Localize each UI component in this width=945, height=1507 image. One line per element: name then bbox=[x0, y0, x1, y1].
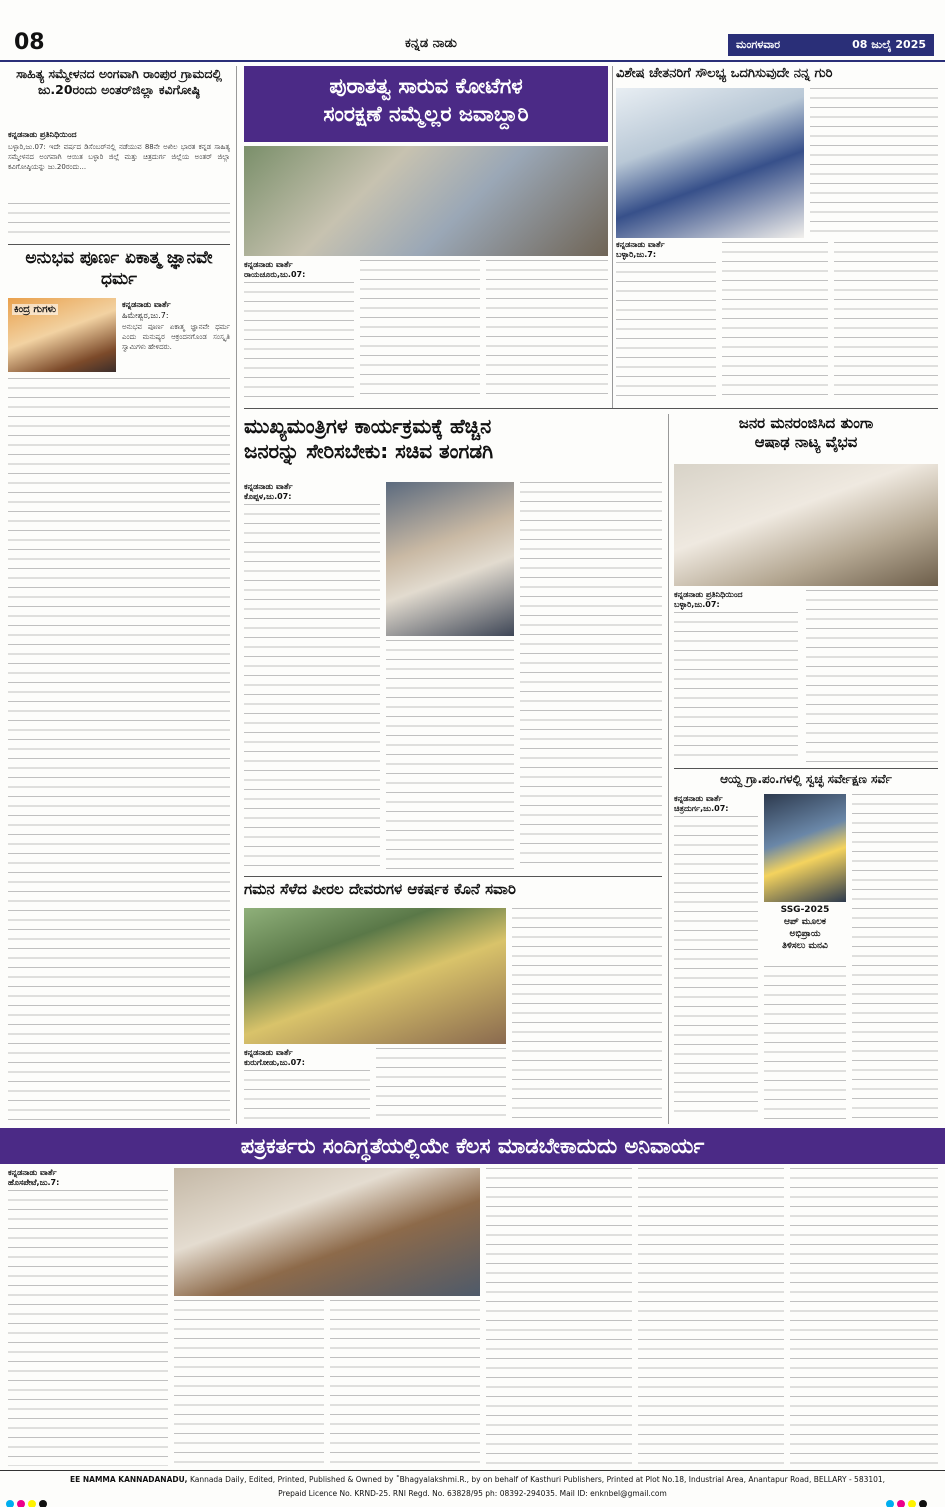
patrakartharu-byline: ಕನ್ನಡನಾಡು ವಾರ್ತೆ bbox=[8, 1168, 57, 1177]
purathatva-headline-1: ಪುರಾತತ್ವ ಸಾರುವ ಕೋಟೆಗಳ bbox=[329, 74, 523, 98]
cmyk-marks-right bbox=[886, 1493, 930, 1507]
magenta-dot bbox=[897, 1500, 905, 1507]
issue-date: 08 ಜುಲೈ 2025 bbox=[852, 38, 926, 51]
paper-name: ಕನ್ನಡ ನಾಡು bbox=[405, 36, 457, 51]
date-box bbox=[728, 34, 934, 56]
swachh-headline: ಆಯ್ದ ಗ್ರಾ.ಪಂ.ಗಳಲ್ಲಿ ಸ್ವಚ್ಛ ಸರ್ವೇಕ್ಷಣ ಸರ್ವೆ bbox=[720, 772, 892, 786]
mukhyamantri-col-1 bbox=[244, 504, 380, 870]
fort-photo bbox=[244, 146, 608, 256]
black-dot bbox=[919, 1500, 927, 1507]
patrakartharu-col-6 bbox=[790, 1168, 938, 1466]
purathatva-banner bbox=[244, 66, 608, 142]
column-rule bbox=[668, 414, 669, 1124]
black-dot bbox=[39, 1500, 47, 1507]
patrakartharu-banner bbox=[0, 1128, 945, 1164]
patrakartharu-col-3 bbox=[330, 1300, 480, 1466]
festival-photo bbox=[244, 908, 506, 1044]
swachh-byline: ಕನ್ನಡನಾಡು ವಾರ್ತೆ bbox=[674, 794, 723, 803]
visesha-byline: ಕನ್ನಡನಾಡು ವಾರ್ತೆ bbox=[616, 240, 665, 249]
purathatva-col-2 bbox=[360, 260, 480, 400]
patrakartharu-dateline: ಹೊಸಪೇಟೆ,ಜು.7: bbox=[8, 1178, 60, 1187]
tunga-col-1 bbox=[674, 612, 798, 762]
ssg-caption-2: ಆಪ್ ಮೂಲಕ bbox=[784, 917, 826, 927]
visesha-col-3 bbox=[834, 242, 938, 402]
swachh-col-2 bbox=[764, 966, 846, 1120]
ssg-caption-1: SSG-2025 bbox=[780, 905, 830, 915]
visesha-headline: ವಿಶೇಷ ಚೇತನರಿಗೆ ಸೌಲಭ್ಯ ಒದಗಿಸುವುದೇ ನನ್ನ ಗುರಿ bbox=[616, 66, 833, 81]
mukhyamantri-headline-2: ಜನರನ್ನು ಸೇರಿಸಬೇಕು: ಸಚಿವ ತಂಗಡಗಿ bbox=[244, 439, 494, 463]
footer-line-1 bbox=[70, 1475, 940, 1484]
magenta-dot bbox=[17, 1500, 25, 1507]
mukhyamantri-col-2 bbox=[386, 640, 514, 870]
footer bbox=[0, 1470, 945, 1507]
swachh-dateline: ಚಿತ್ರದುರ್ಗ,ಜು.07: bbox=[674, 804, 729, 813]
swami-photo bbox=[8, 298, 116, 372]
column-rule bbox=[236, 66, 237, 1124]
cmyk-marks-left bbox=[6, 1493, 50, 1507]
yellow-dot bbox=[908, 1500, 916, 1507]
ssg-app-caption bbox=[764, 904, 846, 962]
patrakartharu-col-1 bbox=[8, 1190, 168, 1466]
gamana-col-2 bbox=[376, 1048, 506, 1120]
dharma-dateline: ಹಿಮೇಶ್ವರ,ಜು.7: bbox=[122, 311, 169, 320]
sahitya-headline: ಸಾಹಿತ್ಯ ಸಮ್ಮೇಳನದ ಅಂಗವಾಗಿ ರಾಂಪುರ ಗ್ರಾಮದಲ್ಲಿ ಜು.20ರಂದು ಅಂತರ್‌ಜಿಲ್ಲಾ ಕವಿಗೋಷ್ಠಿ bbox=[16, 66, 222, 97]
visesha-dateline: ಬಳ್ಳಾರಿ,ಜು.7: bbox=[616, 250, 657, 259]
yellow-dot bbox=[28, 1500, 36, 1507]
issue-day: ಮಂಗಳವಾರ bbox=[736, 38, 781, 51]
ssg-caption-3: ಅಭಿಪ್ರಾಯ bbox=[789, 929, 821, 939]
sahitya-lead: ಬಳ್ಳಾರಿ,ಜು.07: ಇದೇ ವರ್ಷದ ಡಿಸೆಂಬರ್‌ನಲ್ಲಿ ನಡೆಯುವ 88ನೇ ಅಖಿಲ ಭಾರತ ಕನ್ನಡ ಸಾಹಿತ್ಯ ಸಮ್ಮೇಳನದ ಅಂಗವಾಗಿ ಆಯಿತ ಬಳ್ಳಾರಿ ಜಿಲ್ಲೆ ಮತ್ತು ಚಿತ್ರದುರ್ಗ ಜಿಲ್ಲೆಯ ಅಂತರ್ ಜಿಲ್ಲಾ ಕವಿಗೋಷ್ಠಿಯನ್ನು ಜು.20ರಂದು... bbox=[8, 143, 230, 171]
mukhyamantri-byline: ಕನ್ನಡನಾಡು ವಾರ್ತೆ bbox=[244, 482, 293, 491]
footer-line-2: Prepaid Licence No. KRND-25. RNI Regd. No. 63828/95 ph: 08392-294035. Mail ID: enknbel@gmail.com bbox=[278, 1489, 667, 1498]
tunga-headline-1: ಜನರ ಮನರಂಜಿಸಿದ ತುಂಗಾ bbox=[738, 414, 874, 432]
column-rule bbox=[612, 66, 613, 408]
patrakartharu-col-4 bbox=[486, 1168, 632, 1466]
cyan-dot bbox=[6, 1500, 14, 1507]
tunga-dateline: ಬಳ್ಳಾರಿ,ಜು.07: bbox=[674, 600, 720, 609]
visesha-col-1 bbox=[616, 262, 716, 402]
minister-photo bbox=[386, 482, 514, 636]
divider bbox=[8, 244, 230, 245]
ssg-app-photo bbox=[764, 794, 846, 902]
swachh-col-1 bbox=[674, 816, 758, 1120]
page-number: 08 bbox=[14, 30, 45, 55]
visesha-col-side bbox=[810, 88, 938, 238]
header-rule bbox=[0, 60, 945, 62]
visesha-photo bbox=[616, 88, 804, 238]
sahitya-body bbox=[8, 203, 230, 241]
gamana-headline: ಗಮನ ಸೆಳೆದ ಪೀರಲ ದೇವರುಗಳ ಆಕರ್ಷಕ ಕೊನೆ ಸವಾರಿ bbox=[244, 880, 516, 898]
dharma-headline: ಅನುಭವ ಪೂರ್ಣ ಏಕಾತ್ಮ ಜ್ಞಾನವೇ ಧರ್ಮ bbox=[25, 248, 213, 290]
purathatva-byline: ಕನ್ನಡನಾಡು ವಾರ್ತೆ bbox=[244, 260, 293, 269]
gamana-col-1 bbox=[244, 1070, 370, 1120]
mukhyamantri-headline-1: ಮುಖ್ಯಮಂತ್ರಿಗಳ ಕಾರ್ಯಕ್ರಮಕ್ಕೆ ಹೆಚ್ಚಿನ bbox=[244, 414, 492, 438]
swachh-col-3 bbox=[852, 794, 938, 1120]
gamana-dateline: ಕುರುಗೋಡು,ಜು.07: bbox=[244, 1058, 305, 1067]
dharma-body bbox=[8, 378, 230, 1120]
purathatva-dateline: ರಾಯಚೂರು,ಜು.07: bbox=[244, 270, 306, 279]
dharma-lead: ಅನುಭವ ಪೂರ್ಣ ಏಕಾತ್ಮ ಜ್ಞಾನವೇ ಧರ್ಮ ಎಂದು ಮನುಷ್ಯರ ಆಕ್ರಂದನಗೊಂಡ ಸಂಸ್ಕೃತಿ ಸ್ವಾಮಿಗಳು ಹೇಳಿದರು. bbox=[122, 323, 230, 351]
press-photo bbox=[174, 1168, 480, 1296]
cyan-dot bbox=[886, 1500, 894, 1507]
gamana-col-3 bbox=[512, 908, 662, 1120]
divider bbox=[674, 768, 938, 769]
dharma-byline: ಕನ್ನಡನಾಡು ವಾರ್ತೆ bbox=[122, 300, 171, 309]
footer-imprint: Kannada Daily, Edited, Printed, Published & Owned by ˚Bhagyalakshmi.R., by on behalf of Kasthuri Publishers, Printed at Plot No.18, Industrial Area, Anantapur Road, BELLARY - 583101, bbox=[189, 1475, 886, 1484]
dharma-photo-overlay: ಕಿಂದ್ರ ಗುಗಳು bbox=[14, 304, 57, 315]
divider bbox=[244, 876, 662, 877]
sahitya-byline: ಕನ್ನಡನಾಡು ಪ್ರತಿನಿಧಿಯಿಂದ bbox=[8, 130, 77, 139]
tunga-col-2 bbox=[806, 590, 938, 762]
patrakartharu-headline: ಪತ್ರಕರ್ತರು ಸಂದಿಗ್ಧತೆಯಲ್ಲಿಯೇ ಕೆಲಸ ಮಾಡಬೇಕಾದುದು ಅನಿವಾರ್ಯ bbox=[240, 1134, 705, 1158]
mukhyamantri-col-3 bbox=[520, 482, 662, 870]
gamana-byline: ಕನ್ನಡನಾಡು ವಾರ್ತೆ bbox=[244, 1048, 293, 1057]
tunga-byline: ಕನ್ನಡನಾಡು ಪ್ರತಿನಿಧಿಯಿಂದ bbox=[674, 590, 743, 599]
patrakartharu-col-2 bbox=[174, 1300, 324, 1466]
tunga-photo bbox=[674, 464, 938, 586]
tunga-headline bbox=[674, 414, 938, 460]
purathatva-col-3 bbox=[486, 260, 608, 400]
purathatva-headline-2: ಸಂರಕ್ಷಣೆ ನಮ್ಮೆಲ್ಲರ ಜವಾಬ್ದಾರಿ bbox=[323, 102, 529, 127]
mukhyamantri-headline bbox=[244, 414, 662, 476]
visesha-col-2 bbox=[722, 242, 828, 402]
ssg-caption-4: ತಿಳಿಸಲು ಮನವಿ bbox=[782, 941, 828, 951]
mukhyamantri-dateline: ಕೊಪ್ಪಳ,ಜು.07: bbox=[244, 492, 292, 501]
purathatva-col-1 bbox=[244, 282, 354, 400]
divider bbox=[244, 408, 938, 409]
patrakartharu-col-5 bbox=[638, 1168, 784, 1466]
tunga-headline-2: ಆಷಾಢ ನಾಟ್ಯ ವೈಭವ bbox=[754, 432, 858, 451]
footer-paper-name: EE NAMMA KANNADANADU, bbox=[70, 1475, 188, 1484]
